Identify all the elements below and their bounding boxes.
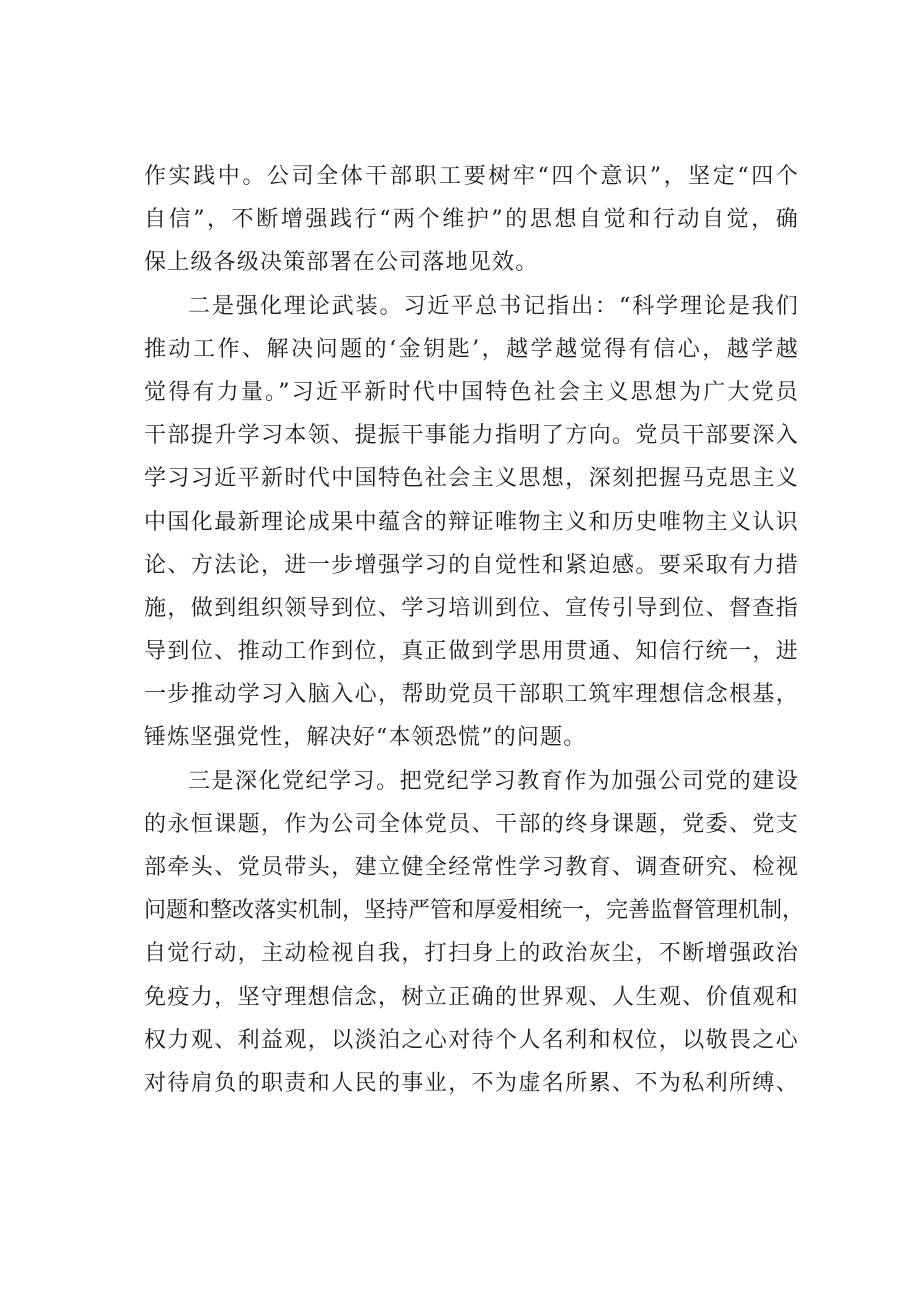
paragraph-2-line-7: 论、方法论，进一步增强学习的自觉性和紧迫感。要采取有力措 (144, 552, 799, 578)
paragraph-2-line-5: 学习习近平新时代中国特色社会主义思想，深刻把握马克思主义 (144, 466, 799, 492)
paragraph-3-line-4: 问题和整改落实机制，坚持严管和厚爱相统一，完善监督管理机制， (144, 898, 805, 924)
paragraph-2-line-3: 觉得有力量。”习近平新时代中国特色社会主义思想为广大党员 (144, 379, 799, 405)
paragraph-3-line-6: 免疫力，坚守理想信念，树立正确的世界观、人生观、价值观和 (144, 984, 799, 1010)
paragraph-3-line-1: 三是深化党纪学习。把党纪学习教育作为加强公司党的建设 (188, 768, 799, 794)
paragraph-2-line-9: 导到位、推动工作到位，真正做到学思用贯通、知信行统一，进 (144, 639, 799, 665)
paragraph-3-line-5: 自觉行动，主动检视自我，打扫身上的政治灰尘，不断增强政治 (144, 941, 799, 967)
paragraph-2-line-8: 施，做到组织领导到位、学习培训到位、宣传引导到位、督查指 (144, 595, 799, 621)
paragraph-2-line-11: 锤炼坚强党性，解决好“本领恐慌”的问题。 (144, 725, 587, 751)
paragraph-3-line-3: 部牵头、党员带头，建立健全经常性学习教育、调查研究、检视 (144, 855, 799, 880)
paragraph-3-line-8: 对待肩负的职责和人民的事业，不为虚名所累、不为私利所缚、 (144, 1070, 799, 1096)
paragraph-2-line-6: 中国化最新理论成果中蕴含的辩证唯物主义和历史唯物主义认识 (144, 509, 799, 535)
paragraph-3-line-7: 权力观、利益观，以淡泊之心对待个人名利和权位，以敬畏之心 (144, 1027, 799, 1053)
paragraph-2-line-1: 二是强化理论武装。习近平总书记指出：“科学理论是我们 (188, 293, 799, 319)
paragraph-2-line-4: 干部提升学习本领、提振干事能力指明了方向。党员干部要深入 (144, 423, 799, 449)
paragraph-2-line-10: 一步推动学习入脑入心，帮助党员干部职工筑牢理想信念根基， (144, 682, 799, 708)
paragraph-1-line-3: 保上级各级决策部署在公司落地见效。 (144, 250, 539, 276)
document-body (144, 155, 805, 1105)
paragraph-1-line-2: 自信”，不断增强践行“两个维护”的思想自觉和行动自觉，确 (144, 207, 799, 233)
paragraph-2-line-2: 推动工作、解决问题的‘金钥匙’，越学越觉得有信心，越学越 (144, 336, 799, 362)
paragraph-3-line-2: 的永恒课题，作为公司全体党员、干部的终身课题，党委、党支 (144, 811, 799, 837)
paragraph-1-line-1: 作实践中。公司全体干部职工要树牢“四个意识”，坚定“四个 (144, 164, 799, 189)
